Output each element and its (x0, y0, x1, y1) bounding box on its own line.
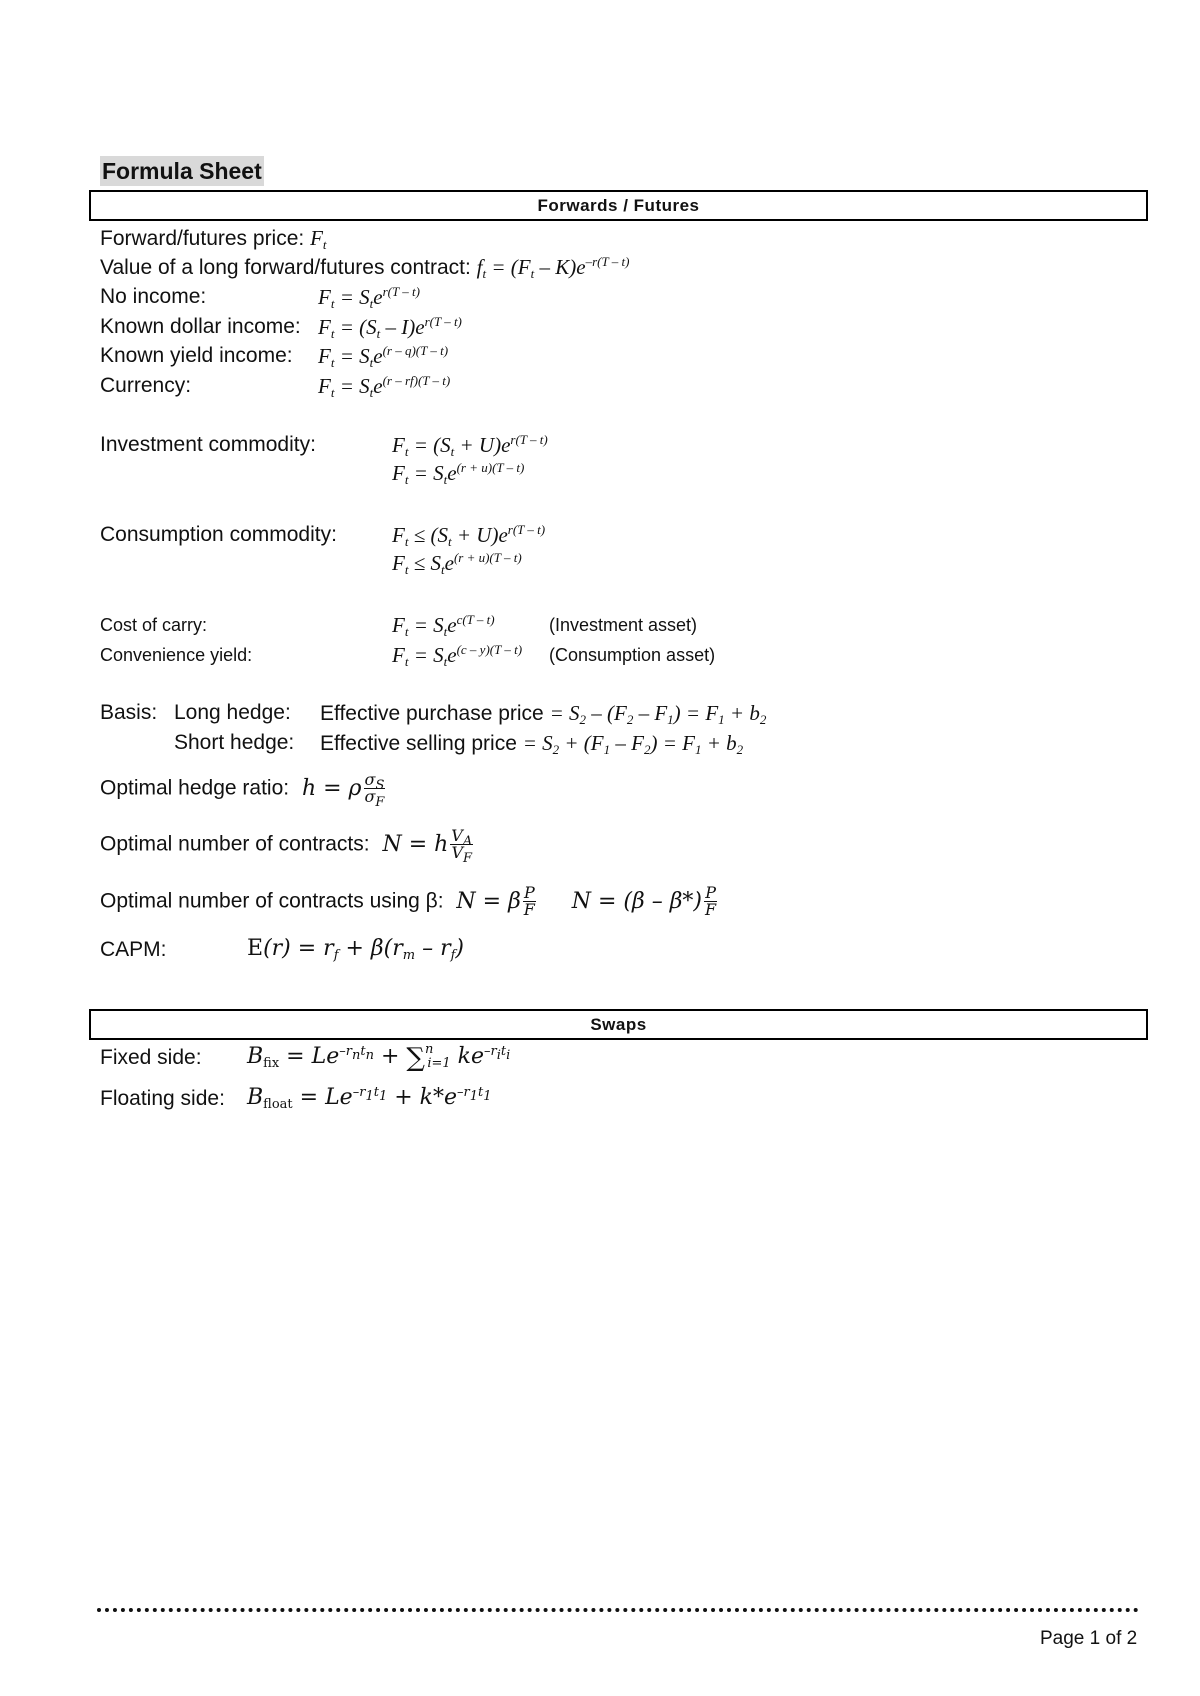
investment-asset-note: (Investment asset) (549, 615, 698, 635)
long-value-label: Value of a long forward/futures contract: (100, 256, 471, 279)
optimal-contracts-row (100, 826, 475, 866)
currency-label: Currency: (100, 374, 192, 397)
forward-price-row (100, 225, 327, 252)
optimal-contracts-formula: N = h $\frac{V_A}{V_F}$ (375, 826, 473, 866)
optimal-contracts-beta-formula-2: N = (β – β*) $\frac{P}{F}$ (571, 883, 717, 919)
capm-formula: $E(r) = r_f + \beta(r_m - r_f)$ (247, 936, 464, 963)
document-title: Formula Sheet (102, 158, 262, 184)
currency-formula: $F_t = S_te^{(r - rf)(T - t)}$ (318, 373, 451, 400)
optimal-contracts-beta-formula-1: N = β $\frac{P}{F}$ (449, 883, 535, 919)
known-yield-formula: $F_t = S_te^{(r - q)(T - t)}$ (318, 343, 449, 370)
investment-commodity-label: Investment commodity: (100, 433, 316, 456)
section-header-forwards: Forwards / Futures (89, 190, 1148, 221)
cost-of-carry-label: Cost of carry: (100, 615, 208, 635)
long-value-formula: $f_t = (F_t - K)e^{-r(T - t)}$ (476, 254, 630, 281)
basis-label: Basis: (100, 701, 158, 724)
long-value-row (100, 254, 629, 281)
consumption-commodity-formula-1: $F_t \le (S_t + U)e^{r(T - t)}$ (392, 522, 546, 549)
fixed-side-formula: $B_{fix} = Le^{-r_nt_n} + \sum^n_{i=1}$ $ke^{-r_it_i}$ (247, 1042, 511, 1073)
optimal-contracts-beta-row (100, 885, 719, 918)
page-number: Page 1 of 2 (1040, 1628, 1138, 1649)
known-dollar-label: Known dollar income: (100, 315, 301, 338)
forward-price-formula: $F_t$ (310, 226, 327, 252)
cost-of-carry-formula: $F_t = S_te^{c(T - t)}$ (392, 612, 495, 639)
optimal-hedge-row (100, 770, 387, 810)
effective-purchase-label: Effective purchase price (320, 702, 544, 725)
capm-label: CAPM: (100, 938, 167, 961)
long-hedge-formula: Effective purchase price = $S_2 - (F_2 - F_1) = F_1 + b_2$ (320, 701, 767, 727)
known-yield-label: Known yield income: (100, 344, 293, 367)
effective-selling-label: Effective selling price (320, 732, 517, 755)
no-income-formula: $F_t = S_te^{r(T - t)}$ (318, 284, 420, 311)
optimal-hedge-formula: h = ρ $\frac{\sigma_S}{\sigma_F}$ (294, 770, 385, 810)
floating-side-formula: $B_{float} = Le^{-r_1t_1} + k*e^{-r_1t_1}$ (247, 1085, 492, 1112)
consumption-asset-note: (Consumption asset) (549, 645, 716, 665)
footer-divider (97, 1608, 1139, 1612)
long-hedge-label: Long hedge: (174, 701, 291, 724)
floating-side-label: Floating side: (100, 1087, 225, 1110)
fixed-side-label: Fixed side: (100, 1046, 202, 1069)
convenience-yield-formula: $F_t = S_te^{(c - y)(T - t)}$ (392, 642, 523, 669)
optimal-hedge-label: Optimal hedge ratio: (100, 776, 290, 800)
short-hedge-label: Short hedge: (174, 731, 295, 754)
no-income-label: No income: (100, 285, 207, 308)
consumption-commodity-formula-2: $F_t \le S_te^{(r + u)(T - t)}$ (392, 550, 522, 577)
consumption-commodity-label: Consumption commodity: (100, 523, 337, 546)
investment-commodity-formula-1: $F_t = (S_t + U)e^{r(T - t)}$ (392, 432, 548, 459)
optimal-contracts-beta-label: Optimal number of contracts using β: (100, 889, 444, 913)
investment-commodity-formula-2: $F_t = S_te^{(r + u)(T - t)}$ (392, 460, 525, 487)
optimal-contracts-label: Optimal number of contracts: (100, 832, 370, 856)
known-dollar-formula: $F_t = (S_t - I)e^{r(T - t)}$ (318, 314, 462, 341)
section-header-swaps: Swaps (89, 1009, 1148, 1040)
short-hedge-formula: Effective selling price = $S_2 + (F_1 - F_2) = F_1 + b_2$ (320, 731, 744, 757)
convenience-yield-label: Convenience yield: (100, 645, 253, 665)
forward-price-label: Forward/futures price: (100, 227, 305, 250)
